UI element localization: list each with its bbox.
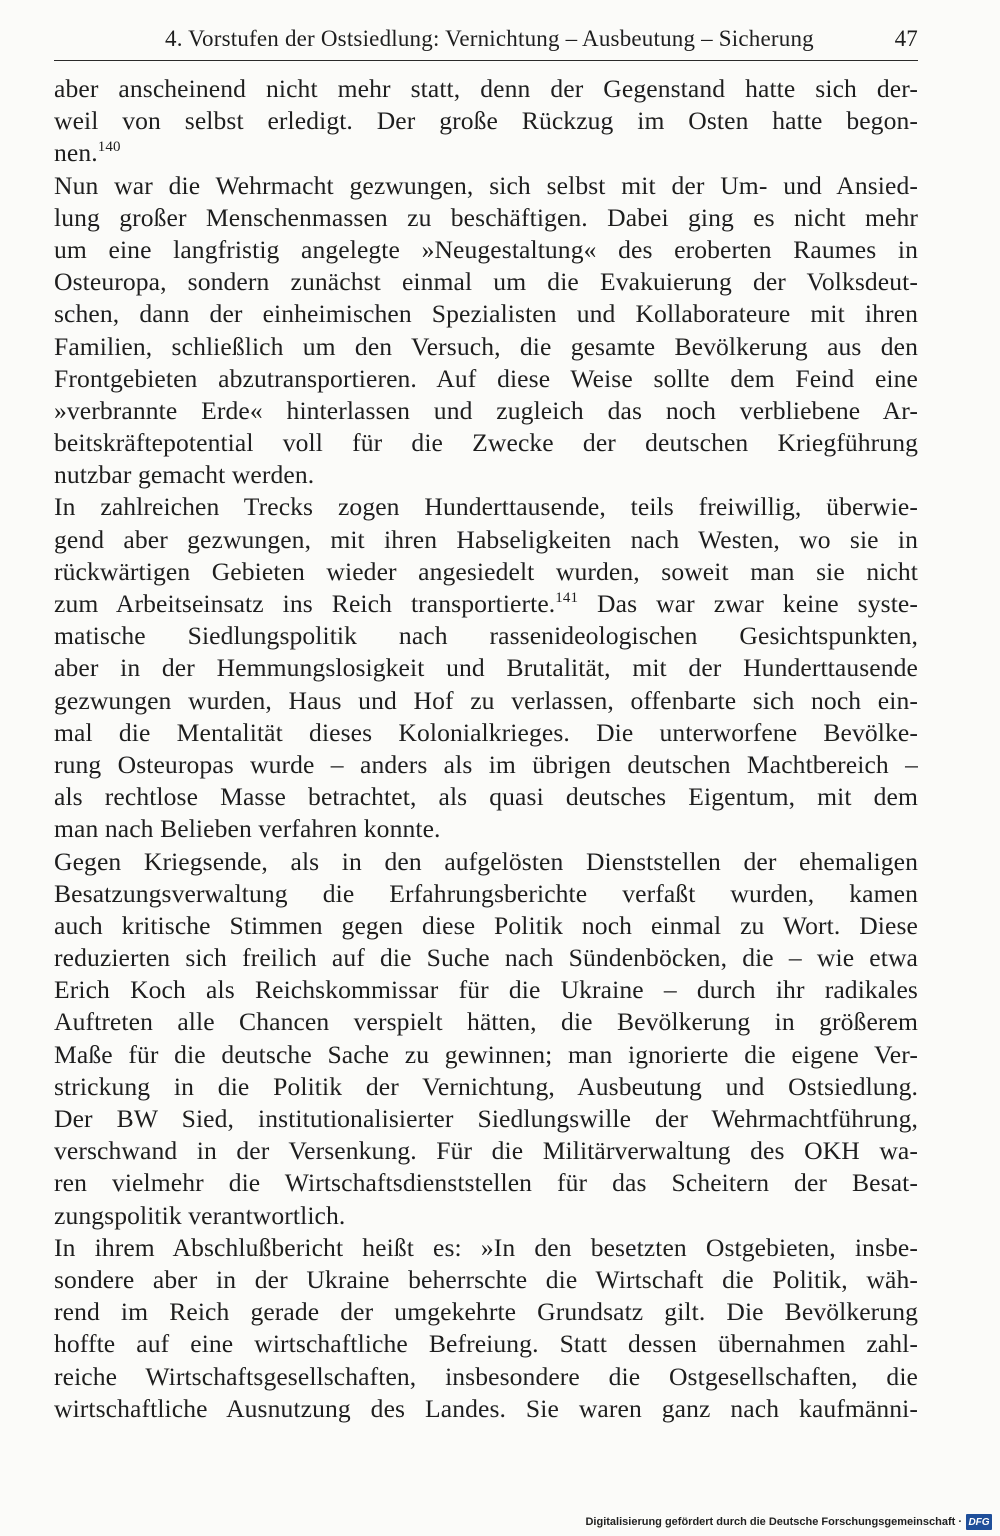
line-text: nen.	[54, 138, 98, 168]
text-line	[54, 524, 918, 556]
line-text: Besatzungsverwaltung die Erfahrungsberichte verfaßt wurden, kamen	[54, 878, 918, 908]
line-text: hoffte auf eine wirtschaftliche Befreiung. Statt dessen übernahmen zahl-	[54, 1329, 918, 1359]
text-line	[54, 298, 918, 330]
line-text: strickung in die Politik der Vernichtung, Ausbeutung und Ostsiedlung.	[54, 1071, 918, 1101]
line-text: In zahlreichen Trecks zogen Hunderttausende, teils freiwillig, überwie-	[54, 492, 918, 522]
text-line	[54, 1361, 918, 1393]
text-line	[54, 170, 918, 202]
line-text: auch kritische Stimmen gegen diese Politik noch einmal zu Wort. Diese	[54, 910, 918, 940]
line-text: beitskräftepotential voll für die Zwecke der deutschen Kriegführung	[54, 428, 918, 458]
text-line	[54, 1167, 918, 1199]
text-line	[54, 588, 918, 620]
text-line	[54, 427, 918, 459]
line-text: zungspolitik verantwortlich.	[54, 1200, 346, 1230]
line-text: Maße für die deutsche Sache zu gewinnen; man ignorierte die eigene Ver-	[54, 1039, 918, 1069]
text-line	[54, 1006, 918, 1038]
text-line	[54, 363, 918, 395]
text-line	[54, 749, 918, 781]
text-line	[54, 1328, 918, 1360]
text-line	[54, 1135, 918, 1167]
text-line	[54, 846, 918, 878]
text-line	[54, 266, 918, 298]
text-line	[54, 1103, 918, 1135]
line-text: weil von selbst erledigt. Der große Rückzug im Osten hatte begon-	[54, 106, 918, 136]
line-text: Nun war die Wehrmacht gezwungen, sich selbst mit der Um- und Ansied-	[54, 170, 918, 200]
text-line	[54, 331, 918, 363]
line-text: lung großer Menschenmassen zu beschäftigen. Dabei ging es nicht mehr	[54, 202, 918, 232]
text-line	[54, 878, 918, 910]
line-text: sondere aber in der Ukraine beherrschte die Wirtschaft die Politik, wäh-	[54, 1264, 918, 1294]
footnote-marker: 141	[555, 590, 579, 606]
page-header	[54, 20, 918, 61]
text-line	[54, 1264, 918, 1296]
line-text: verschwand in der Versenkung. Für die Militärverwaltung des OKH wa-	[54, 1136, 918, 1166]
line-text: reduzierten sich freilich auf die Suche nach Sündenböcken, die – wie etwa	[54, 943, 918, 973]
line-text: Gegen Kriegsende, als in den aufgelösten Dienststellen der ehemaligen	[54, 846, 918, 876]
text-line	[54, 813, 918, 845]
line-text: Auftreten alle Chancen verspielt hätten, die Bevölkerung in größerem	[54, 1007, 918, 1037]
dfg-logo-icon: DFG	[966, 1514, 992, 1530]
line-text: Familien, schließlich um den Versuch, die gesamte Bevölkerung aus den	[54, 331, 918, 361]
line-text: gend aber gezwungen, mit ihren Habseligkeiten nach Westen, wo sie in	[54, 524, 918, 554]
text-line	[54, 137, 918, 169]
funding-credit: Digitalisierung gefördert durch die Deutsche Forschungsgemeinschaft ·	[585, 1516, 962, 1528]
line-text: mal die Mentalität dieses Kolonialkrieges. Die unterworfene Bevölke-	[54, 717, 918, 747]
text-line	[54, 1071, 918, 1103]
text-line	[54, 685, 918, 717]
line-text: gezwungen wurden, Haus und Hof zu verlassen, offenbarte sich noch ein-	[54, 685, 918, 715]
text-line	[54, 910, 918, 942]
text-line	[54, 491, 918, 523]
text-line	[54, 1039, 918, 1071]
line-text: Der BW Sied, institutionalisierter Siedlungswille der Wehrmachtführung,	[54, 1104, 918, 1133]
line-text: als rechtlose Masse betrachtet, als quasi deutsches Eigentum, mit dem	[54, 782, 918, 812]
text-line	[54, 781, 918, 813]
line-text: Osteuropa, sondern zunächst einmal um die Evakuierung der Volksdeut-	[54, 267, 918, 297]
line-text: rend im Reich gerade der umgekehrte Grundsatz gilt. Die Bevölkerung	[54, 1297, 918, 1327]
text-line	[54, 459, 918, 491]
line-text: »verbrannte Erde« hinterlassen und zugleich das noch verbliebene Ar-	[54, 395, 918, 425]
line-text: In ihrem Abschlußbericht heißt es: »In den besetzten Ostgebieten, insbe-	[54, 1232, 918, 1262]
text-line	[54, 1200, 918, 1232]
line-text: aber anscheinend nicht mehr statt, denn der Gegenstand hatte sich der-	[54, 74, 918, 103]
line-text: matische Siedlungspolitik nach rassenideologischen Gesichtspunkten,	[54, 621, 918, 651]
text-line	[54, 556, 918, 588]
line-text-continued: Das war zwar keine syste-	[578, 589, 918, 618]
line-text: wirtschaftliche Ausnutzung des Landes. Sie waren ganz nach kaufmänni-	[54, 1393, 918, 1423]
running-head: 4. Vorstufen der Ostsiedlung: Vernichtung – Ausbeutung – Sicherung	[165, 26, 814, 51]
text-line	[54, 1296, 918, 1328]
text-line	[54, 717, 918, 749]
text-line	[54, 395, 918, 427]
body-text	[54, 73, 918, 1425]
line-text: rung Osteuropas wurde – anders als im übrigen deutschen Machtbereich –	[54, 749, 918, 779]
line-text: Frontgebieten abzutransportieren. Auf diese Weise sollte dem Feind eine	[54, 363, 918, 393]
page-number: 47	[894, 26, 918, 51]
text-line	[54, 1232, 918, 1264]
text-line	[54, 620, 918, 652]
line-text: zum Arbeitseinsatz ins Reich transportierte.	[54, 589, 556, 618]
text-line	[54, 105, 918, 137]
line-text: um eine langfristig angelegte »Neugestaltung« des eroberten Raumes in	[54, 234, 918, 264]
line-text: ren vielmehr die Wirtschaftsdienststellen für das Scheitern der Besat-	[54, 1168, 918, 1198]
text-line	[54, 1393, 918, 1425]
line-text: reiche Wirtschaftsgesellschaften, insbesondere die Ostgesellschaften, die	[54, 1361, 918, 1391]
text-line	[54, 202, 918, 234]
line-text: rückwärtigen Gebieten wieder angesiedelt wurden, soweit man sie nicht	[54, 556, 918, 586]
line-text: nutzbar gemacht werden.	[54, 460, 315, 490]
text-line	[54, 652, 918, 684]
text-line	[54, 73, 918, 105]
line-text: aber in der Hemmungslosigkeit und Brutalität, mit der Hunderttausende	[54, 653, 918, 683]
text-line	[54, 942, 918, 974]
digitization-footer	[585, 1510, 992, 1534]
text-line	[54, 974, 918, 1006]
text-line	[54, 234, 918, 266]
line-text: schen, dann der einheimischen Spezialisten und Kollaborateure mit ihren	[54, 299, 918, 329]
line-text: man nach Belieben verfahren konnte.	[54, 814, 441, 844]
footnote-marker: 140	[97, 139, 121, 156]
line-text: Erich Koch als Reichskommissar für die Ukraine – durch ihr radikales	[54, 975, 918, 1005]
